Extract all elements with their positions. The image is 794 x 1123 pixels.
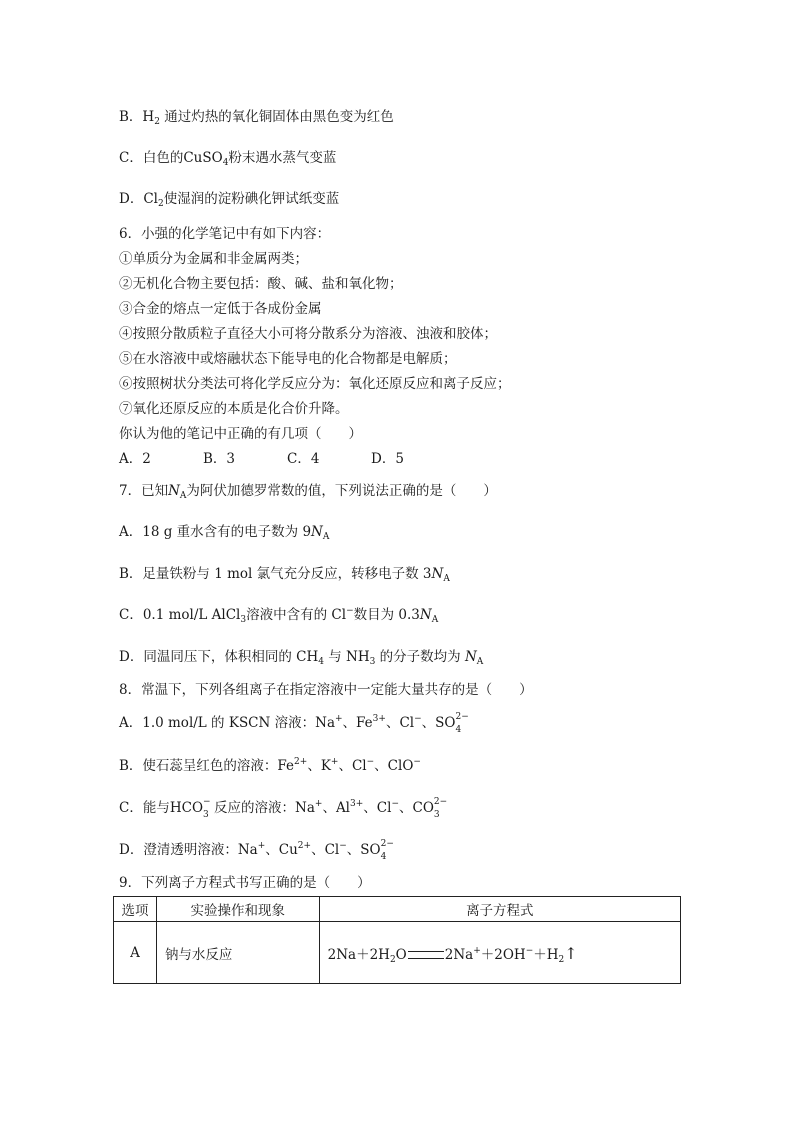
- q6-option: B．3: [203, 451, 236, 467]
- table-header-cell: 离子方程式: [319, 897, 680, 922]
- q5-option-c: C．白色的CuSO$_4$粉末遇水蒸气变蓝: [119, 150, 337, 168]
- q6-item: ④按照分散质粒子直径大小可将分散系分为溶液、浊液和胶体；: [119, 326, 497, 342]
- q6-stem: 6．小强的化学笔记中有如下内容：: [119, 226, 331, 242]
- table-header-cell: 选项: [114, 897, 157, 922]
- q6-item: ②无机化合物主要包括：酸、碱、盐和氧化物；: [119, 276, 403, 292]
- q6-question: 你认为他的笔记中正确的有几项（ ）: [119, 426, 362, 442]
- q6-item: ①单质分为金属和非金属两类；: [119, 251, 308, 267]
- q6-option: A．2: [119, 451, 151, 467]
- q6-item: ⑤在水溶液中或熔融状态下能导电的化合物都是电解质；: [119, 351, 457, 367]
- q6-item: ⑦氧化还原反应的本质是化合价升降。: [119, 401, 349, 417]
- q6-option: D．5: [371, 451, 404, 467]
- q7-option-c: C．0.1 mol/L AlCl$_3$溶液中含有的 Cl−数目为 $0.3N_A$: [119, 606, 439, 625]
- q8-option-d: D．澄清透明溶液：Na+、$Cu^{2+}$、Cl−、SO 2− 4: [119, 839, 394, 862]
- q7-stem: 7．已知$N_A$为阿伏加德罗常数的值，下列说法正确的是（ ）: [119, 483, 497, 501]
- table-cell-option: A: [114, 922, 157, 984]
- equals-sign: [408, 951, 444, 959]
- q7-option-d: D．同温同压下，体积相同的 $CH_4$ 与 $NH_3$ 的分子数均为 $N_A$: [119, 649, 484, 667]
- table-cell-operation: 钠与水反应: [156, 922, 319, 984]
- q8-option-b: B．使石蕊呈红色的溶液：$Fe^{2+}$、K+、Cl−、ClO−: [119, 757, 421, 774]
- q5-option-b: B．$H_2$ 通过灼热的氧化铜固体由黑色变为红色: [119, 109, 394, 127]
- q6-item: ③合金的熔点一定低于各成份金属: [119, 301, 322, 317]
- table-header-cell: 实验操作和现象: [156, 897, 319, 922]
- q5-option-d: D．$Cl_2$使湿润的淀粉碘化钾试纸变蓝: [119, 191, 340, 209]
- q6-option: C．4: [287, 451, 320, 467]
- q7-option-b: B．足量铁粉与 1 mol 氯气充分反应，转移电子数 $3N_A$: [119, 566, 450, 584]
- table-row: [114, 922, 681, 984]
- q8-option-c: C．能与HCO − 3 反应的溶液：Na+、$Al^{3+}$、Cl−、CO 2− 3: [119, 797, 448, 820]
- q9-stem: 9．下列离子方程式书写正确的是（ ）: [119, 875, 371, 891]
- q6-item: ⑥按照树状分类法可将化学反应分为：氧化还原反应和离子反应；: [119, 376, 511, 392]
- q8-option-a: A．1.0 mol/L 的 KSCN 溶液：Na+、$Fe^{3+}$、Cl−、SO 2− 4: [119, 712, 469, 735]
- table-header-row: [114, 897, 681, 922]
- table-cell-equation: $2Na+2H_2O$ $2Na^++2OH^-+H_2↑$: [319, 922, 680, 984]
- q8-stem: 8．常温下，下列各组离子在指定溶液中一定能大量共存的是（ ）: [119, 682, 533, 698]
- q6-options: [119, 449, 455, 469]
- q9-table: [113, 896, 681, 984]
- q7-option-a: A．18 g 重水含有的电子数为 $9N_A$: [119, 524, 330, 542]
- gas-arrow-icon: ↑: [564, 943, 578, 963]
